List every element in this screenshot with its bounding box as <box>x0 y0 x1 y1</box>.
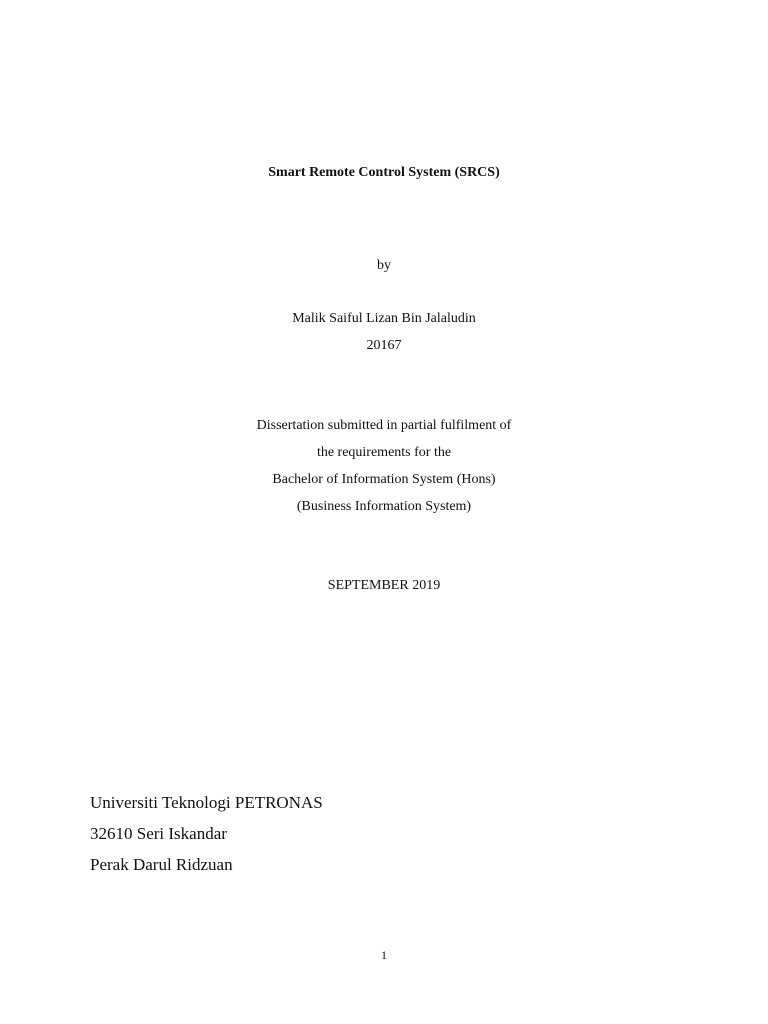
statement-line-1: Dissertation submitted in partial fulfilment of <box>256 418 512 433</box>
statement-line-4: (Business Information System) <box>296 499 472 514</box>
address-line-1: Universiti Teknologi PETRONAS <box>90 793 323 812</box>
by-line: by <box>377 258 391 273</box>
document-title: Smart Remote Control System (SRCS) <box>268 165 500 180</box>
author-name: Malik Saiful Lizan Bin Jalaludin <box>292 311 476 326</box>
address-line-3: Perak Darul Ridzuan <box>90 855 233 874</box>
statement-line-3: Bachelor of Information System (Hons) <box>272 472 496 487</box>
statement-line-2: the requirements for the <box>316 445 452 460</box>
student-id: 20167 <box>366 338 402 353</box>
page-number: 1 <box>381 948 387 962</box>
address-line-2: 32610 Seri Iskandar <box>90 824 227 843</box>
submission-date: SEPTEMBER 2019 <box>327 578 441 593</box>
